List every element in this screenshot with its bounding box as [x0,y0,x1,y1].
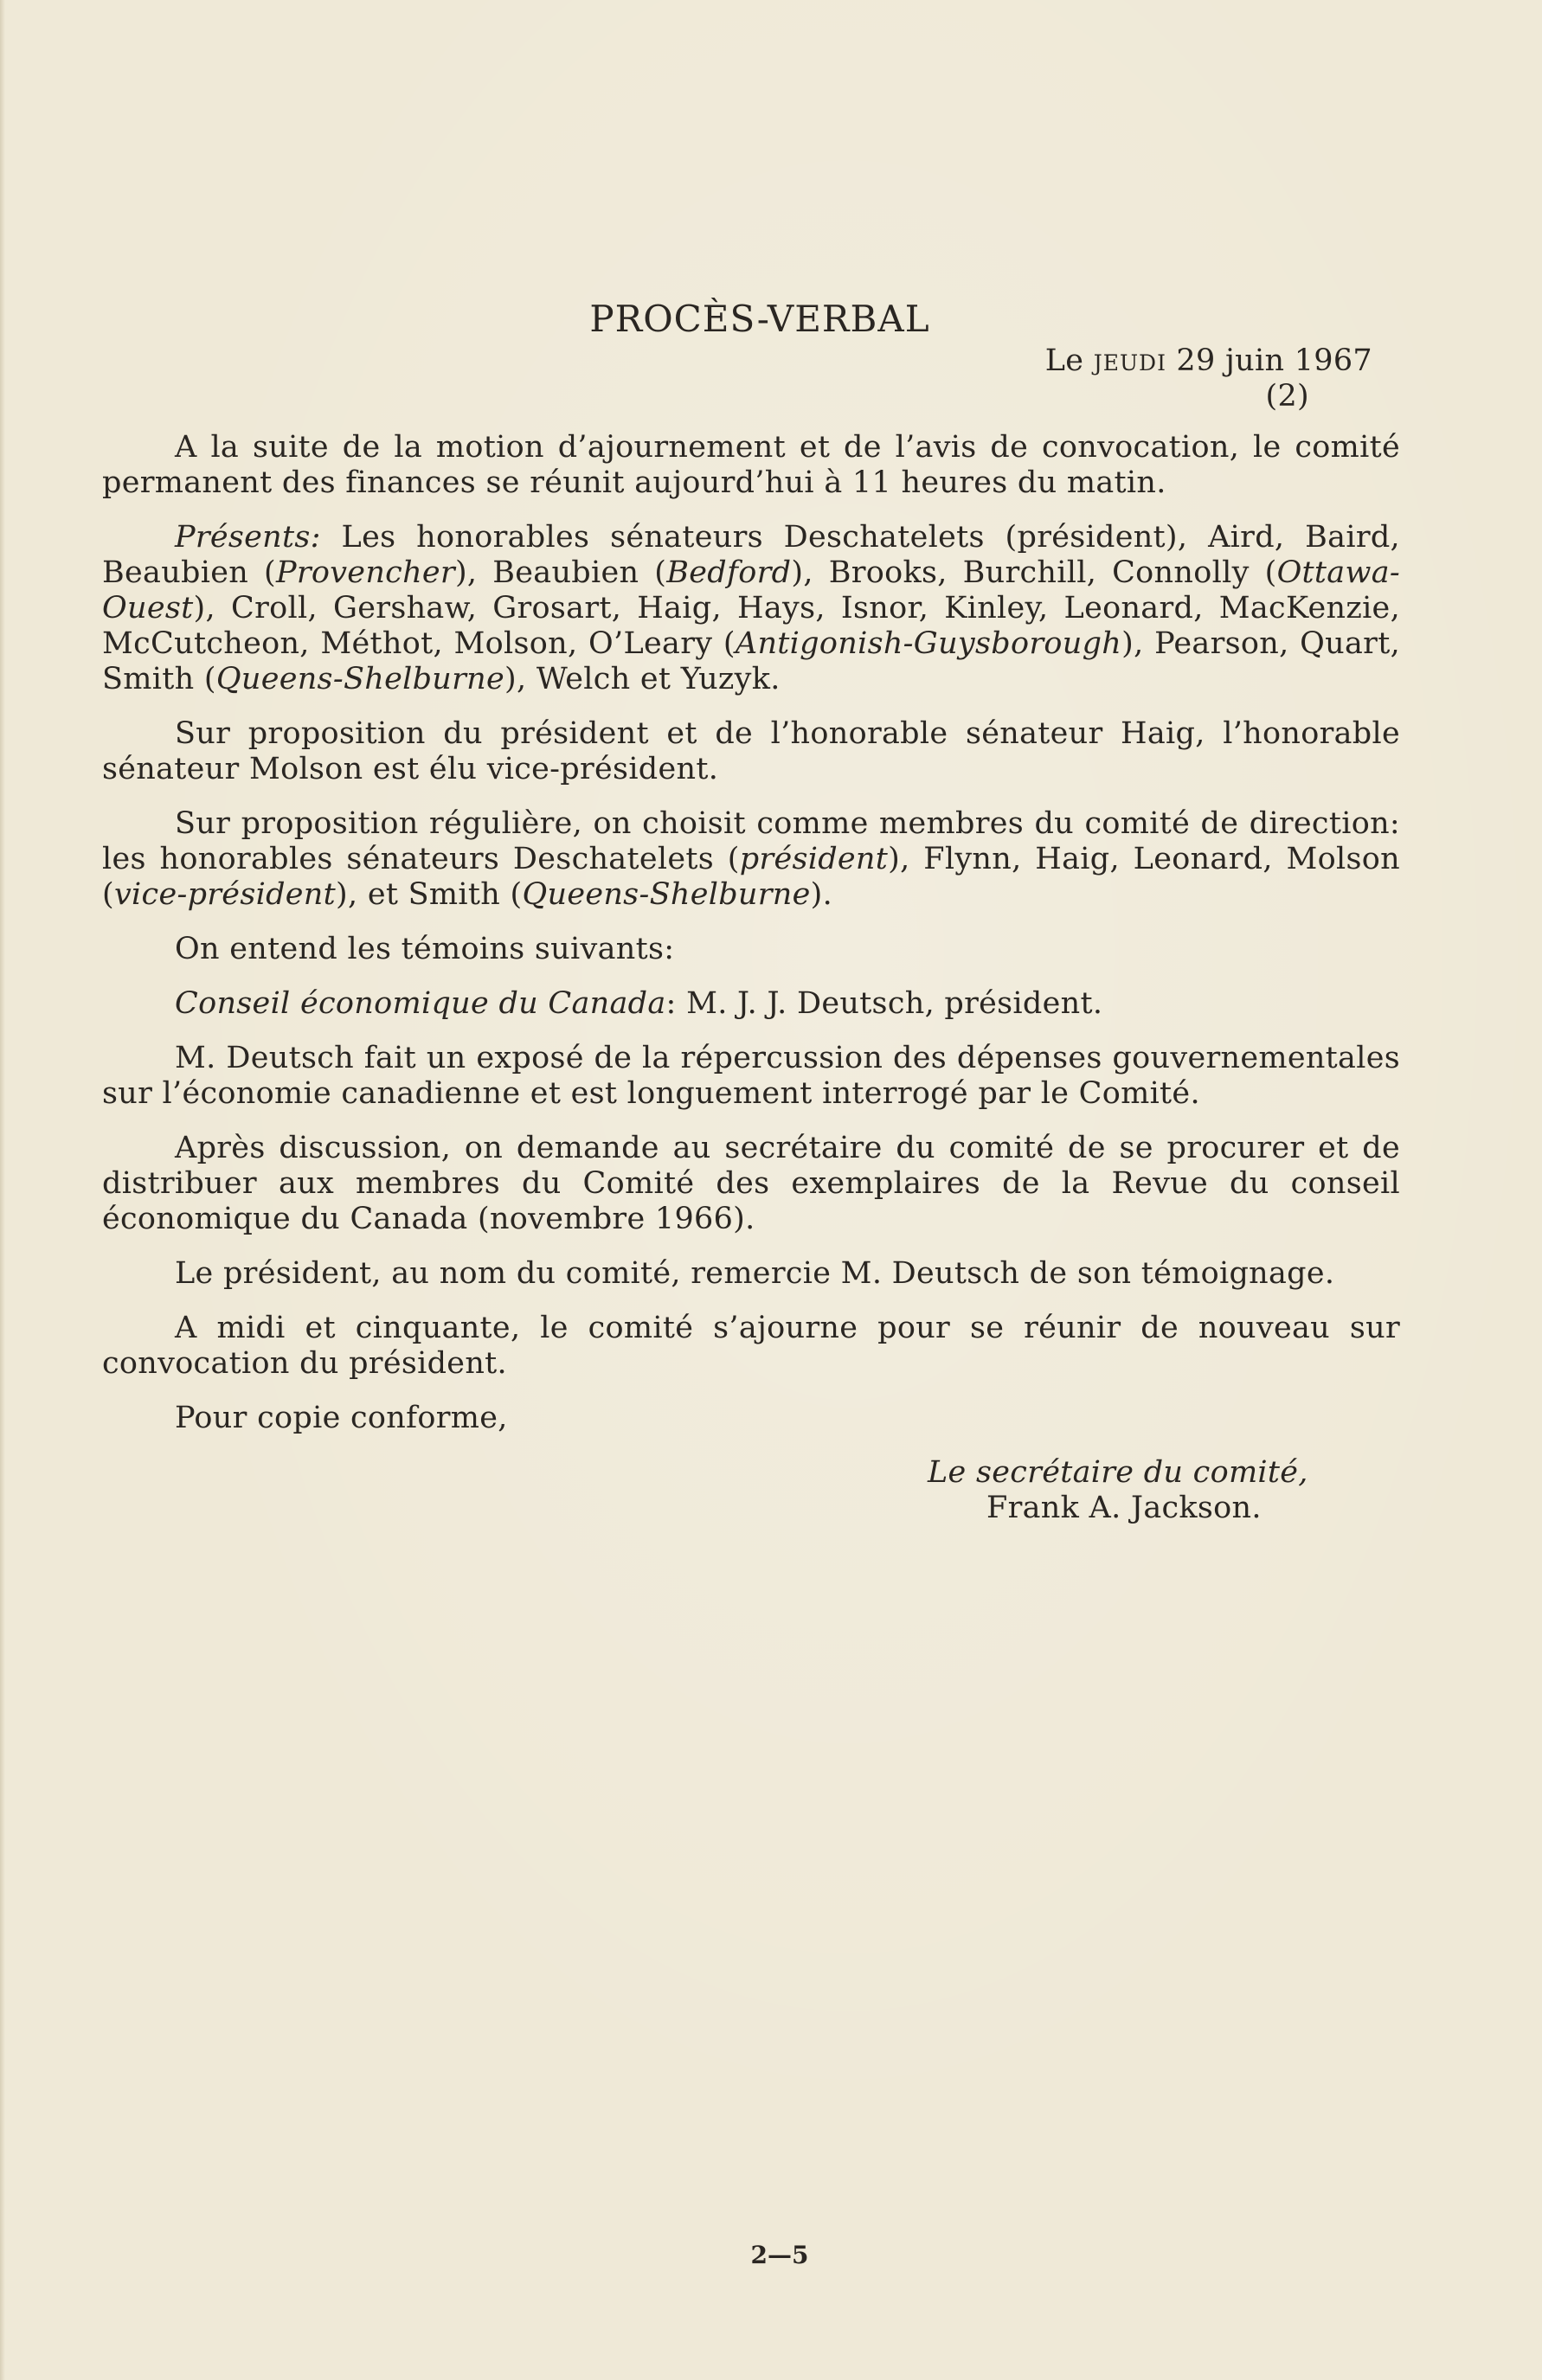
attendance-riding-3: Ottawa-Ouest [102,555,1401,625]
paragraph-witnesses-intro: On entend les témoins suivants: [175,932,675,966]
paragraph-thanks: Le président, au nom du comité, remercie M. Deutsch de son témoignage. [175,1256,1335,1291]
paragraph-discussion: Après discussion, on demande au secrétaire du comité de se procurer et de distribuer aux membres du Comité des exemplaires de la Revue du conseil économique du Canada (novembre 1966). [102,1131,1400,1236]
attendance-text-4: ), Croll, Gershaw, Grosart, Haig, Hays, Isnor, Kinley, Leonard, MacKenzie, McCutcheon, Méthot, Molson, O’Leary ( [102,591,1400,661]
attendance-text-6: ), Welch et Yuzyk. [504,662,781,696]
attendance-text-2: ), Beaubien ( [454,555,667,590]
attendance-riding-1: Provencher [275,555,455,590]
dateline [102,343,1400,379]
paragraph-adjournment: A midi et cinquante, le comité s’ajourne pour se réunir de nouveau sur convocation du président. [102,1311,1400,1381]
page-number: 2—5 [750,2241,809,2269]
sitting-number: (2) [1265,379,1309,414]
steering-role-1: président [739,842,889,876]
signature-role: Le secrétaire du comité, [928,1455,1308,1490]
attendance-riding-5: Queens-Shelburne [215,662,505,696]
dateline-prefix: Le [1044,343,1084,378]
attendance-text-5: ), Pearson, Quart, Smith ( [102,626,1400,696]
witness-name: : M. J. J. Deutsch, président. [665,986,1103,1021]
attendance-text-3: ), Brooks, Burchill, Connolly ( [791,555,1277,590]
steering-text-4: ). [810,877,833,912]
paragraph-vice-president-election: Sur proposition du président et de l’honorable sénateur Haig, l’honorable sénateur Molson est élu vice-président. [102,716,1400,786]
paragraph-attendance [102,520,1400,697]
attendance-riding-2: Bedford [666,555,792,590]
paragraph-presentation: M. Deutsch fait un exposé de la répercussion des dépenses gouvernementales sur l’économie canadienne et est longuement interrogé par le Comité. [102,1041,1400,1111]
document-title: PROCÈS-VERBAL [589,298,930,340]
page-edge-shadow [0,0,5,2380]
attendance-lead: Présents: [175,520,321,555]
paragraph-opening: A la suite de la motion d’ajournement et de l’avis de convocation, le comité permanent des finances se réunit aujourd’hui à 11 heures du matin. [102,430,1400,500]
paragraph-witness [102,986,1400,1022]
document-body [102,298,1401,1526]
paragraph-certified-copy: Pour copie conforme, [175,1401,508,1435]
steering-text-2: ), Flynn, Haig, Leonard, Molson ( [102,842,1400,912]
witness-organization: Conseil économique du Canada [175,986,666,1021]
attendance-text-1: Les honorables sénateurs Deschatelets (président), Aird, Baird, Beaubien ( [102,520,1400,590]
paragraph-steering-committee [102,806,1400,913]
steering-riding: Queens-Shelburne [522,877,811,912]
signature-block [102,1455,1400,1526]
steering-text-3: ), et Smith ( [336,877,523,912]
steering-text-1: Sur proposition régulière, on choisit comme membres du comité de direction: les honorables sénateurs Deschatelets ( [102,806,1400,876]
dateline-date: 29 juin 1967 [1176,343,1372,378]
signature-name: Frank A. Jackson. [986,1491,1262,1525]
dateline-weekday: jeudi [1093,343,1166,378]
steering-role-2: vice-président [113,877,337,912]
attendance-riding-4: Antigonish-Guysborough [735,626,1122,661]
